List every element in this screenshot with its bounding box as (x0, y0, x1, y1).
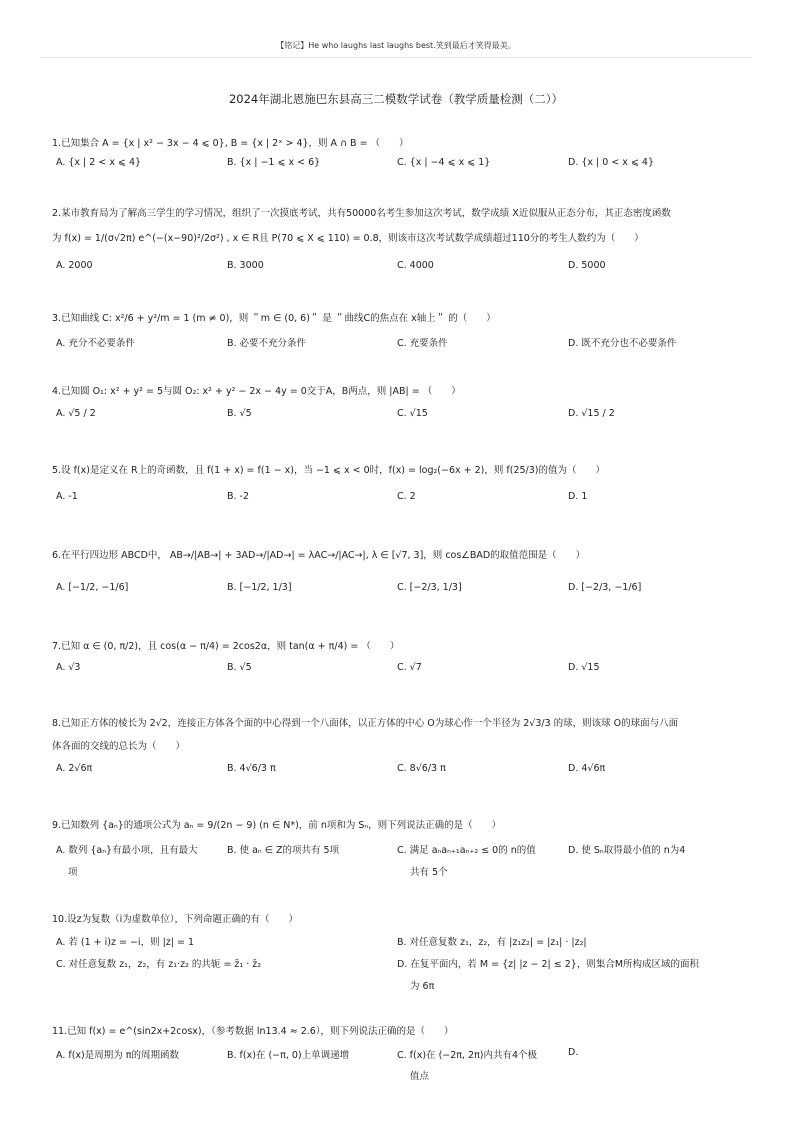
q10-option-c: C. 对任意复数 z₁，z₂，有 z₁·z₂ 的共轭 = z̄₁ · z̄₂ (56, 959, 262, 970)
q2-option-d: D. 5000 (568, 260, 606, 271)
q5-option-b: B. -2 (227, 491, 250, 502)
q3-option-b: B. 必要不充分条件 (227, 338, 307, 349)
question-1-stem: 1.已知集合 A = {x | x² − 3x − 4 ⩽ 0}, B = {x | 2ˣ > 4}，则 A ∩ B = （ ） (52, 138, 409, 149)
q9-option-d: D. 使 Sₙ取得最小值的 n为4 (568, 845, 686, 856)
q7-option-c: C. √7 (397, 662, 422, 673)
question-8-stem-line2: 体各面的交线的总长为（ ） (52, 741, 186, 752)
q5-option-d: D. 1 (568, 491, 588, 502)
q3-option-a: A. 充分不必要条件 (56, 338, 135, 349)
q4-option-a: A. √5 / 2 (56, 408, 96, 419)
q9-option-a: A. 数列 {aₙ}有最小项，且有最大 (56, 845, 198, 856)
q6-option-c: C. [−2/3, 1/3] (397, 582, 462, 593)
q9-option-b: B. 使 aₙ ∈ Z的项共有 5项 (227, 845, 340, 856)
question-7-stem: 7.已知 α ∈ (0, π/2)，且 cos(α − π/4) = 2cos2α，则 tan(α + π/4) = （ ） (52, 641, 400, 652)
q6-option-b: B. [−1/2, 1/3] (227, 582, 292, 593)
page-title: 2024年湖北恩施巴东县高三二模数学试卷（教学质量检测（二）） (228, 92, 563, 106)
question-2-stem-line2: 为 f(x) = 1/(σ√2π) e^(−(x−90)²/2σ²) , x ∈ R且 P(70 ⩽ X ⩽ 110) = 0.8，则该市这次考试数学成绩超过110分的考生人数约为（ ） (52, 233, 644, 244)
q9-option-c-cont: 共有 5个 (410, 867, 448, 878)
q8-option-b: B. 4√6/3 π (227, 763, 276, 774)
question-6-stem: 6.在平行四边形 ABCD中， AB→/|AB→| + 3AD→/|AD→| = λAC→/|AC→|, λ ∈ [√7, 3]，则 cos∠BAD的取值范围是（ ） (52, 550, 586, 561)
page-header-quote: 【铭记】He who laughs last laughs best.笑到最后才笑得最美。 (276, 41, 516, 50)
q5-option-c: C. 2 (397, 491, 416, 502)
question-11-stem: 11.已知 f(x) = e^(sin2x+2cosx)，（参考数据 ln13.4 ≈ 2.6），则下列说法正确的是（ ） (52, 1026, 454, 1037)
q2-option-b: B. 3000 (227, 260, 264, 271)
q1-option-a: A. {x | 2 < x ⩽ 4} (56, 157, 142, 168)
question-8-stem-line1: 8.已知正方体的棱长为 2√2，连接正方体各个面的中心得到一个八面体，以正方体的中心 O为球心作一个半径为 2√3/3 的球，则该球 O的球面与八面 (52, 718, 679, 729)
q3-option-d: D. 既不充分也不必要条件 (568, 338, 677, 349)
q1-option-d: D. {x | 0 < x ⩽ 4} (568, 157, 655, 168)
q11-option-a: A. f(x)是周期为 π的周期函数 (56, 1050, 179, 1061)
q5-option-a: A. -1 (56, 491, 78, 502)
q9-option-c: C. 满足 aₙaₙ₊₁aₙ₊₂ ≤ 0的 n的值 (397, 845, 536, 856)
question-10-stem: 10.设z为复数（i为虚数单位），下列命题正确的有（ ） (52, 914, 298, 925)
q11-option-d: D. (568, 1047, 579, 1058)
q1-option-c: C. {x | −4 ⩽ x ⩽ 1} (397, 157, 491, 168)
q1-option-b: B. {x | −1 ⩽ x < 6} (227, 157, 321, 168)
question-9-stem: 9.已知数列 {aₙ}的通项公式为 aₙ = 9/(2n − 9) (n ∈ N*)，前 n项和为 Sₙ，则下列说法正确的是（ ） (52, 820, 502, 831)
question-5-stem: 5.设 f(x)是定义在 R上的奇函数，且 f(1 + x) = f(1 − x)，当 −1 ⩽ x < 0时，f(x) = log₂(−6x + 2)，则 f(25/3)的值为（ ） (52, 465, 605, 476)
q8-option-d: D. 4√6π (568, 763, 606, 774)
q6-option-d: D. [−2/3, −1/6] (568, 582, 642, 593)
q10-option-a: A. 若 (1 + i)z = −i，则 |z| = 1 (56, 937, 195, 948)
q9-option-a-cont: 项 (68, 867, 78, 878)
q2-option-c: C. 4000 (397, 260, 434, 271)
q7-option-d: D. √15 (568, 662, 600, 673)
q11-option-c-cont: 值点 (410, 1071, 430, 1082)
question-2-stem-line1: 2.某市教育局为了解高三学生的学习情况，组织了一次摸底考试，共有50000名考生参加这次考试，数学成绩 X近似服从正态分布，其正态密度函数 (52, 208, 671, 219)
q10-option-d: D. 在复平面内，若 M = {z| |z − 2| ≤ 2}，则集合M所构成区域的面积 (397, 959, 700, 970)
q10-option-d-cont: 为 6π (410, 981, 435, 992)
q8-option-a: A. 2√6π (56, 763, 93, 774)
question-3-stem: 3.已知曲线 C: x²/6 + y²/m = 1 (m ≠ 0)，则 ＂m ∈ (0, 6)＂ 是 ＂曲线C的焦点在 x轴上＂ 的（ ） (52, 313, 496, 324)
q4-option-d: D. √15 / 2 (568, 408, 615, 419)
q4-option-b: B. √5 (227, 408, 252, 419)
q8-option-c: C. 8√6/3 π (397, 763, 446, 774)
q4-option-c: C. √15 (397, 408, 428, 419)
header-divider (40, 57, 752, 58)
q2-option-a: A. 2000 (56, 260, 93, 271)
q6-option-a: A. [−1/2, −1/6] (56, 582, 129, 593)
q7-option-a: A. √3 (56, 662, 81, 673)
q3-option-c: C. 充要条件 (397, 338, 448, 349)
question-4-stem: 4.已知圆 O₁: x² + y² = 5与圆 O₂: x² + y² − 2x − 4y = 0交于A，B两点，则 |AB| = （ ） (52, 386, 461, 397)
q7-option-b: B. √5 (227, 662, 252, 673)
q10-option-b: B. 对任意复数 z₁，z₂，有 |z₁z₂| = |z₁| · |z₂| (397, 937, 587, 948)
q11-option-b: B. f(x)在 (−π, 0)上单调递增 (227, 1050, 350, 1061)
q11-option-c: C. f(x)在 (−2π, 2π)内共有4个极 (397, 1050, 538, 1061)
